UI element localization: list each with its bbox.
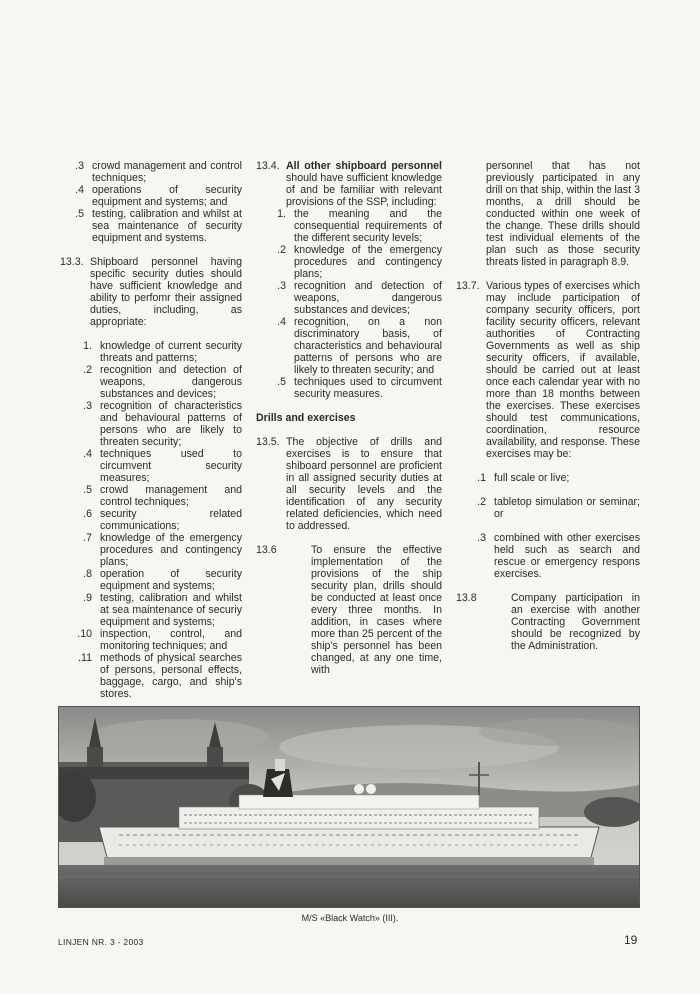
list-item (64, 652, 242, 700)
list-item-number: .2 (477, 496, 486, 508)
ship-photo-illustration (59, 707, 639, 907)
paragraph-13-6-continued: personnel that has not previously participated in any drill on that ship, within the last 3 months, a drill should be conducted within one week of the change. These drills should test individual elements of the plan such as those security threats listed in paragraph 8.9. (486, 160, 640, 268)
list-item (64, 364, 242, 400)
list-item-number: .2 (83, 364, 92, 376)
paragraph-text: Shipboard personnel having specific security duties should have sufficient knowledge and ability to perfomr their assigned duties, including, as appropriate: (90, 256, 242, 328)
column-3 (456, 160, 640, 652)
list-item-text: recognition, on a non discriminatory basis, of characteristics and behavioural patterns of persons who are likely to threaten security; and (294, 316, 442, 376)
list-item (64, 484, 242, 508)
list-item-text: techniques used to circumvent security measures; (100, 448, 242, 484)
list-item-text: knowledge of the emergency procedures and contingency plans; (294, 244, 442, 280)
list-item-number: .4 (277, 316, 286, 328)
section-heading: Drills and exercises (256, 412, 356, 424)
paragraph-text: To ensure the effective implementation of the provisions of the ship security plan, drills should be conducted at least once every three months. In addition, in cases where more than 25 percent of the ship's personnel has been changed, at any one time, with (311, 544, 442, 676)
list-item-text: security related communications; (100, 508, 242, 532)
list-item (64, 592, 242, 628)
paragraph-number: 13.7. (456, 280, 480, 292)
paragraph-number: 13.4. (256, 160, 280, 172)
list-item (64, 508, 242, 532)
list-item-number: .3 (75, 160, 84, 172)
paragraph-13-8 (456, 592, 640, 652)
paragraph-13-4 (256, 160, 442, 208)
list-item-number: .2 (277, 244, 286, 256)
list-item-text: knowledge of the emergency procedures and contingency plans; (100, 532, 242, 568)
paragraph-number: 13.3. (60, 256, 84, 268)
list-item-text: combined with other exercises held such as search and rescue or emergency respons exercises. (494, 532, 640, 580)
list-item-number: .4 (75, 184, 84, 196)
list-item-text: testing, calibration and whilst at sea maintenance of securiy equipment and systems; (100, 592, 242, 628)
list-13-7 (456, 472, 640, 580)
list-13-4 (256, 208, 442, 400)
list-item-number: .10 (77, 628, 92, 640)
list-item (64, 568, 242, 592)
list-item-number: .4 (83, 448, 92, 460)
paragraph-bold-lead: All other shipboard personnel (286, 160, 442, 172)
page-number: 19 (624, 933, 638, 947)
list-item-text: recognition and detection of weapons, dangerous substances and devices; (294, 280, 442, 316)
publication-footer: LINJEN NR. 3 - 2003 (58, 937, 144, 947)
list-item (60, 184, 242, 208)
list-item (64, 448, 242, 484)
list-item (64, 532, 242, 568)
paragraph-number: 13.8 (456, 592, 477, 604)
paragraph-text: The objective of drills and exercises is to ensure that shiboard personnel are proficient in all assigned security duties at all security levels and the identification of any security related deficiencies, which need to addressed. (286, 436, 442, 532)
list-item (262, 208, 442, 244)
list-item-number: .11 (78, 652, 92, 664)
list-item-text: methods of physical searches of persons, personal effects, baggage, cargo, and ship's stores. (100, 652, 242, 700)
paragraph-13-5 (256, 436, 442, 532)
list-item-text: crowd management and control techniques; (92, 160, 242, 184)
list-item (262, 376, 442, 400)
column-1 (60, 160, 242, 700)
column-2 (256, 160, 442, 676)
list-item-text: knowledge of current security threats and patterns; (100, 340, 242, 364)
paragraph-text: Various types of exercises which may include participation of company security officers, port facility security officers, relevant authorities of Contracting Governments as well as ship security officers, if available, should be carried out at least once each calendar year with no more than 18 months between the exercises. These exercises should test communications, coordination, resource availability, and response. These exercises may be: (486, 280, 640, 460)
list-item-number: .3 (83, 400, 92, 412)
list-item-text: recognition and detection of weapons, dangerous substances and devices; (100, 364, 242, 400)
list-item-number: .6 (83, 508, 92, 520)
paragraph-number: 13.6 (256, 544, 277, 556)
list-item-text: crowd management and control techniques; (100, 484, 242, 508)
list-item-number: 1. (83, 340, 92, 352)
list-item (462, 532, 640, 580)
list-item-text: techniques used to circumvent security measures. (294, 376, 442, 400)
list-item (462, 496, 640, 520)
paragraph-number: 13.5. (256, 436, 280, 448)
list-item (64, 340, 242, 364)
list-item-number: .8 (83, 568, 92, 580)
list-item-number: .3 (477, 532, 486, 544)
list-item-text: operation of security equipment and systems; (100, 568, 242, 592)
paragraph-text: Company participation in an exercise with another Contracting Government should be recognized by the Administration. (511, 592, 640, 652)
paragraph-text: should have sufficient knowledge of and be familiar with relevant provisions of the SSP, including: (286, 172, 442, 208)
list-item-number: 1. (277, 208, 286, 220)
list-item-text: testing, calibration and whilst at sea maintenance of security equipment and systems. (92, 208, 242, 244)
list-item-number: .5 (83, 484, 92, 496)
photo-caption: M/S «Black Watch» (III). (301, 913, 399, 923)
list-item-number: .1 (477, 472, 486, 484)
list-item-number: .7 (83, 532, 92, 544)
list-item-number: .3 (277, 280, 286, 292)
list-item-number: .5 (75, 208, 84, 220)
paragraph-13-7 (456, 280, 640, 460)
list-item-text: recognition of characteristics and behavioural patterns of persons who are likely to threaten security; (100, 400, 242, 448)
list-item (262, 244, 442, 280)
list-item (60, 208, 242, 244)
paragraph-13-6 (256, 544, 442, 676)
list-item-text: full scale or live; (494, 472, 570, 484)
list-13-2-continued (60, 160, 242, 244)
list-item-text: inspection, control, and monitoring techniques; and (100, 628, 242, 652)
list-item-text: operations of security equipment and systems; and (92, 184, 242, 208)
list-item-text: the meaning and the consequential requirements of the different security levels; (294, 208, 442, 244)
list-item-text: tabletop simulation or seminar; or (494, 496, 640, 520)
list-item (64, 400, 242, 448)
list-item (462, 472, 640, 484)
list-item-number: .5 (277, 376, 286, 388)
list-item (262, 280, 442, 316)
ship-photo (58, 706, 640, 908)
paragraph-13-3 (60, 256, 242, 328)
list-item (60, 160, 242, 184)
list-item (262, 316, 442, 376)
list-item-number: .9 (83, 592, 92, 604)
list-13-3 (60, 340, 242, 700)
list-item (64, 628, 242, 652)
